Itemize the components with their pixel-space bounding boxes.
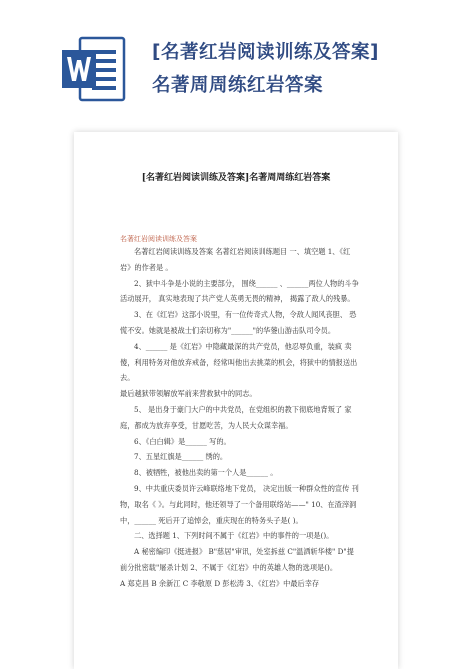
document-paragraph: 8、被牺牲，被他出卖的第一个人是______ 。 [134, 468, 278, 478]
word-document-icon [62, 36, 126, 102]
document-body [120, 244, 360, 592]
document-paragraph: 最后越狱带领解放军前来营救狱中的同志。 [120, 389, 257, 399]
document-paragraph: 5、 是出身于豪门大户的中共党员，在党组织的教下彻底地背叛了 家庭，都成为放弃享受，甘愿吃苦，为人民大众谋幸福。 [120, 404, 352, 430]
document-header: [名著红岩阅读训练及答案]名著周周练红岩答案 [141, 173, 331, 183]
document-page [74, 132, 398, 669]
document-paragraph: 3、在《红岩》这部小说里，有一位传奇式人物，令敌人闻风丧胆、 恐慌不安。她就是被战士们亲切称为"______"的华蓥山游击队司令员。 [120, 310, 357, 335]
document-paragraph: 4、______ 是《红岩》中隐藏最深的共产党员，他忍辱负重，装疯 卖傻，利用特务对他放弃戒备，经常叫他出去挑菜的机会，将狱中的情报送出去。 [120, 341, 358, 383]
document-subheading: 名著红岩阅读训练及答案 [120, 235, 197, 243]
banner-title-line1: [名著红岩阅读训练及答案] [152, 42, 379, 63]
document-paragraph: 2、狱中斗争是小说的主要部分， 围绕______ 、______两位人物的斗争活动展开， 真实地表现了共产党人英勇无畏的精神， 揭露了敌人的残暴。 [120, 278, 359, 304]
banner-title [152, 36, 452, 102]
document-paragraph: 7、五星红旗是______ 绣的。 [134, 452, 228, 462]
document-paragraph: 二、选择题 1、下列时间不属于《红岩》中的事件的一项是()。 [134, 531, 334, 541]
document-paragraph: A 秘密编印《挺进报》 B"慈居"审讯，处室拆兹 C"温洒斩华楼" D"提前分批密载"屠杀计划 2、不属于《红岩》中的英雄人物的选项是()。 [120, 547, 354, 572]
document-paragraph: 9、中共重庆委员许云峰联络地下党员， 决定出版一种群众性的宣传 刊物，取名《 》。与此同时，他还领导了一个备用联络站——" 10、在渣滓洞中，______ 死后开了追悼会，重庆现在的特务头子是( )。 [120, 483, 359, 525]
document-paragraph: 名著红岩阅读训练及答案 名著红岩阅读训练题目 一、填空题 1、《红岩》的作者是 。 [120, 247, 351, 272]
document-paragraph: 6、《白白辑》是______ 写的。 [134, 436, 231, 446]
document-paragraph: A 郑克昌 B 余新江 C 李敬原 D 彭松涛 3、《红岩》中最后幸存 [120, 578, 320, 588]
banner-title-line2: 名著周周练红岩答案 [152, 75, 324, 96]
